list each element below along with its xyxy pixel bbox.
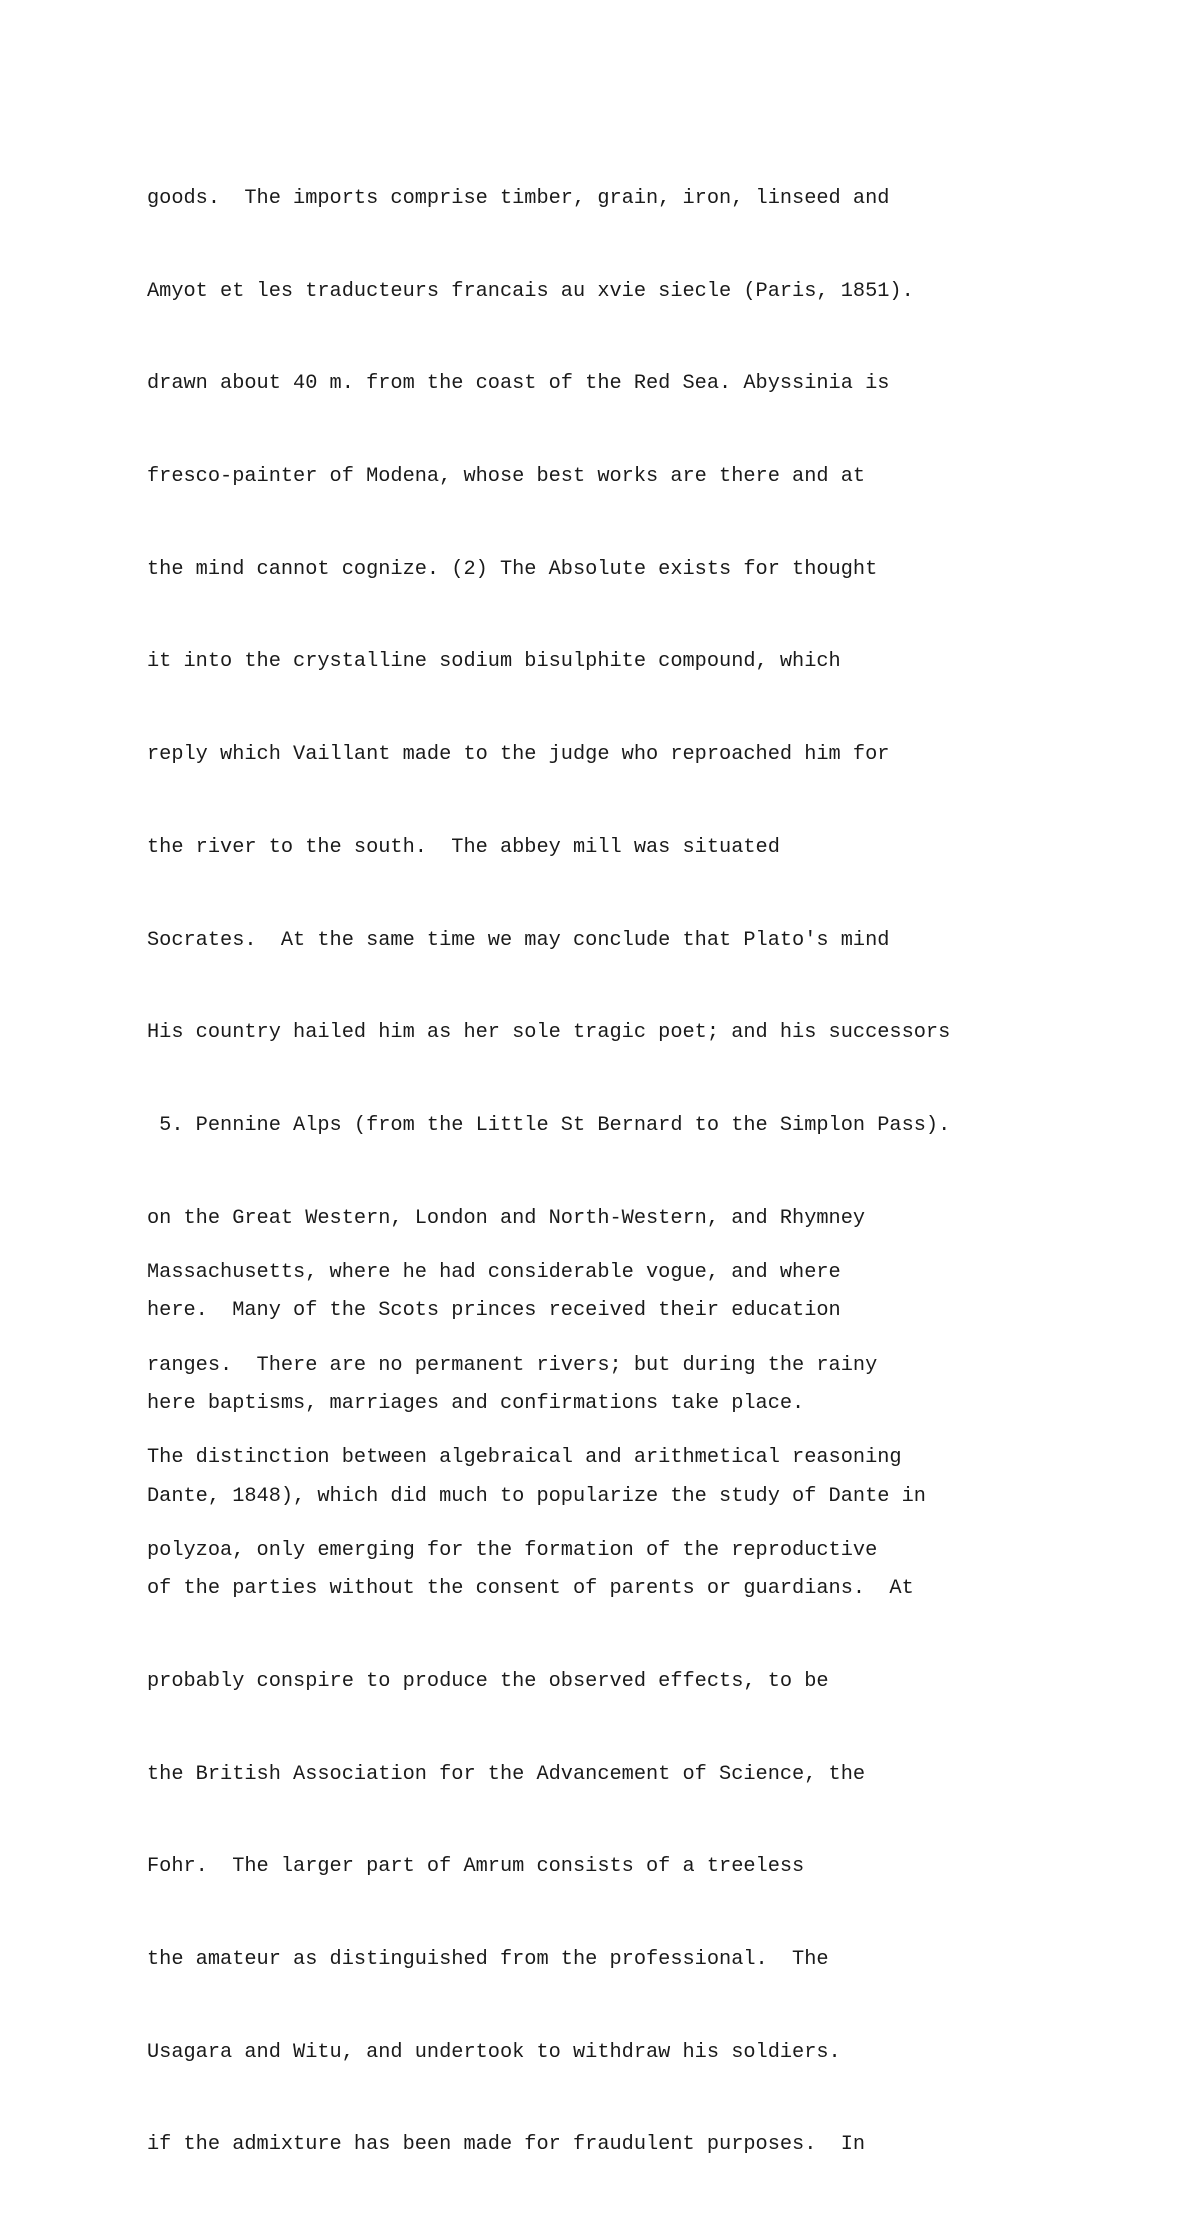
paragraph-2 — [147, 1214, 902, 1631]
text-line: goods. The imports comprise timber, grain, iron, linseed and — [147, 187, 890, 210]
text-line: The distinction between algebraical and arithmetical reasoning — [147, 1446, 902, 1470]
text-line: Dante, 1848), which did much to popularize the study of Dante in — [147, 1484, 926, 1508]
text-line: Socrates. At the same time we may conclude that Plato's mind — [147, 928, 890, 952]
text-line: Usagara and Witu, and undertook to withdraw his soldiers. — [147, 2040, 841, 2064]
text-line: the river to the south. The abbey mill was situated — [147, 835, 780, 859]
text-line: on the Great Western, London and North-Western, and Rhymney — [147, 1206, 866, 1230]
text-line: reply which Vaillant made to the judge who reproached him for — [147, 743, 890, 767]
text-line: the amateur as distinguished from the professional. The — [147, 1948, 829, 1972]
text-line: Massachusetts, where he had considerable vogue, and where — [147, 1261, 841, 1284]
text-line: of the parties without the consent of parents or guardians. At — [147, 1577, 914, 1601]
text-line: Fohr. The larger part of Amrum consists of a treeless — [147, 1855, 805, 1879]
text-line: fresco-painter of Modena, whose best works are there and at — [147, 465, 866, 489]
paragraph-1 — [147, 140, 950, 2225]
text-line: the mind cannot cognize. (2) The Absolute exists for thought — [147, 557, 878, 581]
text-line: here. Many of the Scots princes received their education — [147, 1299, 841, 1323]
text-line: His country hailed him as her sole tragic poet; and his successors — [147, 1021, 951, 1045]
text-line: 5. Pennine Alps (from the Little St Bernard to the Simplon Pass). — [147, 1113, 951, 1137]
text-line: Amyot et les traducteurs francais au xvie siecle (Paris, 1851). — [147, 279, 914, 303]
text-line: ranges. There are no permanent rivers; but during the rainy — [147, 1353, 878, 1377]
text-line: the British Association for the Advancement of Science, the — [147, 1762, 866, 1786]
text-line: drawn about 40 m. from the coast of the Red Sea. Abyssinia is — [147, 372, 890, 396]
text-line: if the admixture has been made for fraudulent purposes. In — [147, 2133, 866, 2157]
text-line: here baptisms, marriages and confirmations take place. — [147, 1391, 805, 1415]
text-line: it into the crystalline sodium bisulphite compound, which — [147, 650, 841, 674]
text-line: probably conspire to produce the observed effects, to be — [147, 1670, 829, 1693]
text-line: polyzoa, only emerging for the formation of the reproductive — [147, 1539, 878, 1563]
